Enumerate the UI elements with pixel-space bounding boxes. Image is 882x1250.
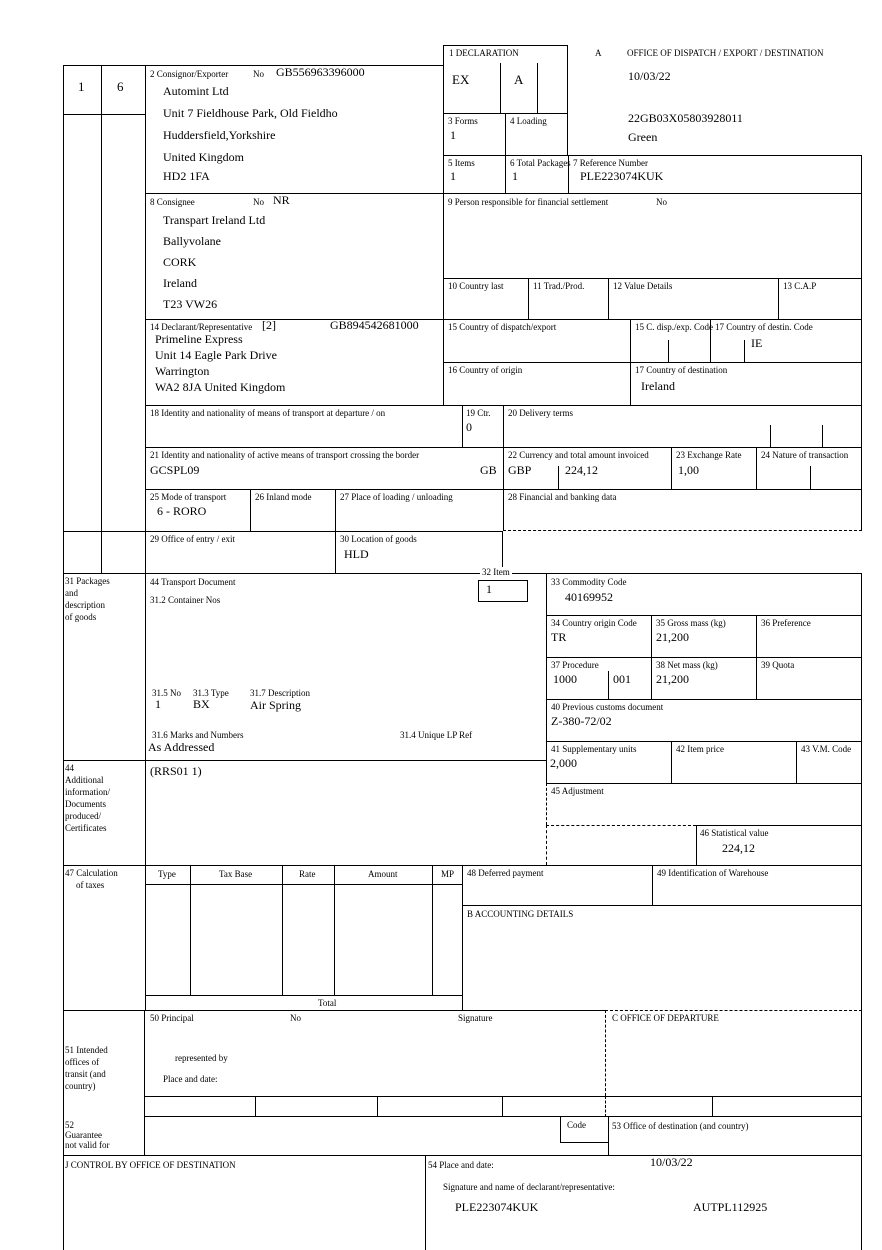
procedure-ext-value: 001: [613, 672, 631, 686]
divider: [377, 1096, 378, 1117]
declarant-address-line: Unit 14 Eagle Park Drive: [155, 348, 277, 362]
divider: [502, 1096, 503, 1117]
box31-label-line: 31 Packages: [65, 576, 110, 586]
box38-label: 38 Net mass (kg): [656, 660, 718, 670]
declarant-address-line: Warrington: [155, 364, 210, 378]
box28-label: 28 Financial and banking data: [508, 492, 617, 502]
reference-number-value: PLE223074KUK: [580, 169, 664, 183]
box29-label: 29 Office of entry / exit: [150, 534, 236, 544]
mode-of-transport-value: 6 - RORO: [157, 504, 207, 518]
divider: [668, 340, 669, 362]
box33-label: 33 Commodity Code: [551, 577, 627, 587]
office-a-date: 10/03/22: [628, 69, 671, 83]
box11-label: 11 Trad./Prod.: [533, 281, 585, 291]
box2-no-label: No: [253, 69, 264, 79]
box51-label-line: offices of: [65, 1057, 100, 1067]
box7-label: 7 Reference Number: [573, 158, 648, 168]
divider: [63, 1155, 862, 1156]
country-origin-code-value: TR: [551, 630, 567, 644]
box14-label: 14 Declarant/Representative: [150, 322, 253, 332]
consignee-address-line: Transpart Ireland Ltd: [163, 213, 266, 227]
box44-label-line: produced/: [65, 811, 101, 821]
container-nos-label: 31.2 Container Nos: [150, 595, 221, 605]
box26-label: 26 Inland mode: [255, 492, 312, 502]
divider: [63, 1155, 64, 1250]
supplementary-units-value: 2,000: [550, 756, 577, 770]
consignor-address-line: United Kingdom: [163, 150, 244, 164]
box31-label-line: of goods: [65, 612, 97, 622]
box27-label: 27 Place of loading / unloading: [340, 492, 453, 502]
procedure-code-value: 1000: [553, 672, 577, 686]
box15a-label: 15 C. disp./exp. Code: [635, 322, 713, 332]
box48-label: 48 Deferred payment: [467, 868, 544, 878]
section-b-label: B ACCOUNTING DETAILS: [467, 909, 574, 919]
box6-label: 6 Total Packages: [510, 158, 571, 168]
declarant-address-line: Primeline Express: [155, 332, 243, 346]
represented-by-label: represented by: [175, 1053, 228, 1063]
box53-label: 53 Office of destination (and country): [612, 1121, 749, 1131]
left-margin-column: [63, 115, 101, 531]
copy-number: 1: [78, 79, 85, 94]
mrn-value: 22GB03X05803928011: [628, 111, 743, 125]
tax-col-taxbase: Tax Base: [219, 869, 253, 879]
box8-label: 8 Consignee: [150, 197, 195, 207]
tax-col-mp: MP: [441, 869, 455, 879]
box44-label-line: Additional: [65, 775, 104, 785]
tax-col-type: Type: [158, 869, 176, 879]
box52-label-line: not valid for: [65, 1140, 110, 1150]
box5-label: 5 Items: [448, 158, 475, 168]
box15-label: 15 Country of dispatch/export: [448, 322, 557, 332]
tax-total-label: Total: [318, 998, 337, 1008]
unique-lp-ref-label: 31.4 Unique LP Ref: [400, 730, 473, 740]
marks-numbers-value: As Addressed: [148, 740, 215, 754]
box24-label: 24 Nature of transaction: [761, 450, 849, 460]
box44-label-line: information/: [65, 787, 110, 797]
declaration-subtype: A: [514, 72, 524, 87]
box17-label: 17 Country of destination: [635, 365, 728, 375]
container-flag-value: 0: [466, 420, 472, 434]
packages-type-label: 31.3 Type: [193, 688, 229, 698]
routing-value: Green: [628, 130, 658, 144]
consignor-address-line: Automint Ltd: [163, 84, 229, 98]
consignee-address-line: Ballyvolane: [163, 234, 221, 248]
declarant-code: [2]: [262, 318, 276, 332]
divider: [560, 1142, 608, 1143]
transport-identity-value: GCSPL09: [150, 463, 200, 477]
box36-label: 36 Preference: [761, 618, 811, 628]
consignor-address-line: HD2 1FA: [163, 169, 210, 183]
box19-label: 19 Ctr.: [466, 408, 491, 418]
box47-label-line: of taxes: [76, 880, 105, 890]
country-of-destination-value: Ireland: [641, 379, 675, 393]
box4-label: 4 Loading: [510, 116, 547, 126]
signature-name-label: Signature and name of declarant/representative:: [443, 1182, 615, 1192]
location-of-goods-value: HLD: [344, 547, 369, 561]
box18-label: 18 Identity and nationality of means of transport at departure / on: [150, 408, 386, 418]
box52-label-line: Guarantee: [65, 1130, 102, 1140]
consignee-address-line: Ireland: [163, 276, 197, 290]
consignee-id: NR: [273, 193, 290, 207]
guarantee-code-label: Code: [567, 1120, 586, 1130]
box2-label: 2 Consignor/Exporter: [150, 69, 229, 79]
statistical-value: 224,12: [722, 841, 755, 855]
box41-label: 41 Supplementary units: [551, 744, 637, 754]
principal-no-label: No: [290, 1013, 301, 1023]
place-and-date-label: Place and date:: [163, 1074, 218, 1084]
divider: [546, 825, 696, 826]
signature-label: Signature: [458, 1013, 493, 1023]
divider: [770, 425, 771, 447]
exchange-rate-value: 1,00: [678, 463, 699, 477]
box22-label: 22 Currency and total amount invoiced: [508, 450, 649, 460]
copy-number: 6: [117, 79, 124, 94]
box35-label: 35 Gross mass (kg): [656, 618, 726, 628]
item-number-value: 1: [486, 582, 492, 596]
consignor-address-line: Unit 7 Fieldhouse Park, Old Fieldho: [163, 106, 338, 120]
box46-label: 46 Statistical value: [700, 828, 769, 838]
box34-label: 34 Country origin Code: [551, 618, 637, 628]
box12-label: 12 Value Details: [613, 281, 673, 291]
divider: [537, 63, 538, 113]
divider: [822, 425, 823, 447]
box9-label: 9 Person responsible for financial settlement: [448, 197, 609, 207]
box42-label: 42 Item price: [676, 744, 724, 754]
destination-code-value: IE: [751, 336, 763, 350]
transport-document-label: 44 Transport Document: [150, 577, 236, 587]
divider: [810, 466, 811, 489]
declarant-reference-value: PLE223074KUK: [455, 1200, 539, 1214]
box52-label-line: 52: [65, 1120, 74, 1130]
divider: [145, 995, 462, 996]
box21-label: 21 Identity and nationality of active means of transport crossing the border: [150, 450, 420, 460]
box43-label: 43 V.M. Code: [801, 744, 852, 754]
packages-no-value: 1: [155, 697, 161, 711]
currency-value: GBP: [508, 463, 532, 477]
divider: [558, 466, 559, 489]
declarant-eori: GB894542681000: [330, 318, 419, 332]
box51-label-line: transit (and: [65, 1069, 106, 1079]
packages-no-label: 31.5 No: [152, 688, 181, 698]
office-a-title: OFFICE OF DISPATCH / EXPORT / DESTINATION: [627, 48, 824, 58]
items-value: 1: [450, 169, 456, 183]
divider: [605, 1096, 606, 1117]
declaration-type: EX: [452, 72, 470, 87]
packages-type-value: BX: [193, 697, 210, 711]
divider: [608, 671, 609, 699]
box49-label: 49 Identification of Warehouse: [657, 868, 769, 878]
copy-number-cell: [101, 531, 145, 573]
divider: [560, 1117, 561, 1142]
box44-label-line: 44: [65, 763, 74, 773]
box44-label-line: Documents: [65, 799, 106, 809]
additional-info-value: (RRS01 1): [150, 764, 202, 778]
additional-info-cell: [145, 760, 546, 865]
box30-label: 30 Location of goods: [340, 534, 417, 544]
box17a-label: 17 Country of destin. Code: [715, 322, 813, 332]
divider: [145, 884, 462, 885]
box23-label: 23 Exchange Rate: [676, 450, 742, 460]
consignor-eori: GB556963396000: [276, 65, 365, 79]
box9-no-label: No: [656, 197, 667, 207]
section-c-label: C OFFICE OF DEPARTURE: [612, 1013, 719, 1023]
section-j-label: J CONTROL BY OFFICE OF DESTINATION: [65, 1160, 236, 1170]
consignor-address-line: Huddersfield,Yorkshire: [163, 128, 276, 142]
total-packages-value: 1: [512, 169, 518, 183]
previous-document-value: Z-380-72/02: [551, 714, 612, 728]
forms-value: 1: [450, 128, 456, 142]
commodity-code-value: 40169952: [565, 590, 613, 604]
box31-label-line: and: [65, 588, 78, 598]
box31-label-line: description: [65, 600, 105, 610]
box32-label: 32 Item: [482, 567, 510, 577]
tax-table-cell: [145, 865, 462, 1010]
box13-label: 13 C.A.P: [783, 281, 817, 291]
accounting-details-cell: [462, 905, 862, 1010]
box45-label: 45 Adjustment: [551, 786, 604, 796]
consignee-address-line: T23 VW26: [163, 297, 218, 311]
divider: [608, 1117, 609, 1155]
divider: [744, 340, 745, 362]
box3-label: 3 Forms: [448, 116, 478, 126]
divider: [425, 1155, 426, 1250]
box10-label: 10 Country last: [448, 281, 504, 291]
box54-label: 54 Place and date:: [428, 1160, 494, 1170]
divider: [712, 1096, 713, 1117]
copy-number-cell: [63, 531, 101, 573]
net-mass-value: 21,200: [656, 672, 689, 686]
divider: [500, 63, 501, 113]
divider: [255, 1096, 256, 1117]
box20-label: 20 Delivery terms: [508, 408, 573, 418]
invoice-amount-value: 224,12: [565, 463, 598, 477]
box47-label-line: 47 Calculation: [65, 868, 118, 878]
office-a-letter: A: [595, 48, 602, 58]
transport-nationality-value: GB: [480, 463, 497, 477]
gross-mass-value: 21,200: [656, 630, 689, 644]
consignee-address-line: CORK: [163, 255, 197, 269]
box39-label: 39 Quota: [761, 660, 795, 670]
box25-label: 25 Mode of transport: [150, 492, 227, 502]
tax-col-rate: Rate: [299, 869, 316, 879]
transit-row-cell: [145, 1096, 862, 1117]
tax-col-amount: Amount: [368, 869, 398, 879]
box51-label-line: 51 Intended: [65, 1045, 108, 1055]
goods-description-value: Air Spring: [250, 698, 301, 712]
box16-label: 16 Country of origin: [448, 365, 523, 375]
goods-description-label: 31.7 Description: [250, 688, 310, 698]
box40-label: 40 Previous customs document: [551, 702, 664, 712]
box1-label: 1 DECLARATION: [449, 48, 519, 58]
place-date-value: 10/03/22: [650, 1155, 693, 1169]
box50-label: 50 Principal: [150, 1013, 194, 1023]
left-margin-column: [101, 115, 145, 531]
box8-no-label: No: [253, 197, 264, 207]
marks-numbers-label: 31.6 Marks and Numbers: [152, 730, 244, 740]
divider: [861, 1117, 862, 1250]
declarant-name-value: AUTPL112925: [693, 1200, 768, 1214]
box51-label-line: country): [65, 1081, 96, 1091]
divider: [546, 825, 547, 865]
box37-label: 37 Procedure: [551, 660, 599, 670]
declarant-address-line: WA2 8JA United Kingdom: [155, 380, 286, 394]
box44-label-line: Certificates: [65, 823, 107, 833]
